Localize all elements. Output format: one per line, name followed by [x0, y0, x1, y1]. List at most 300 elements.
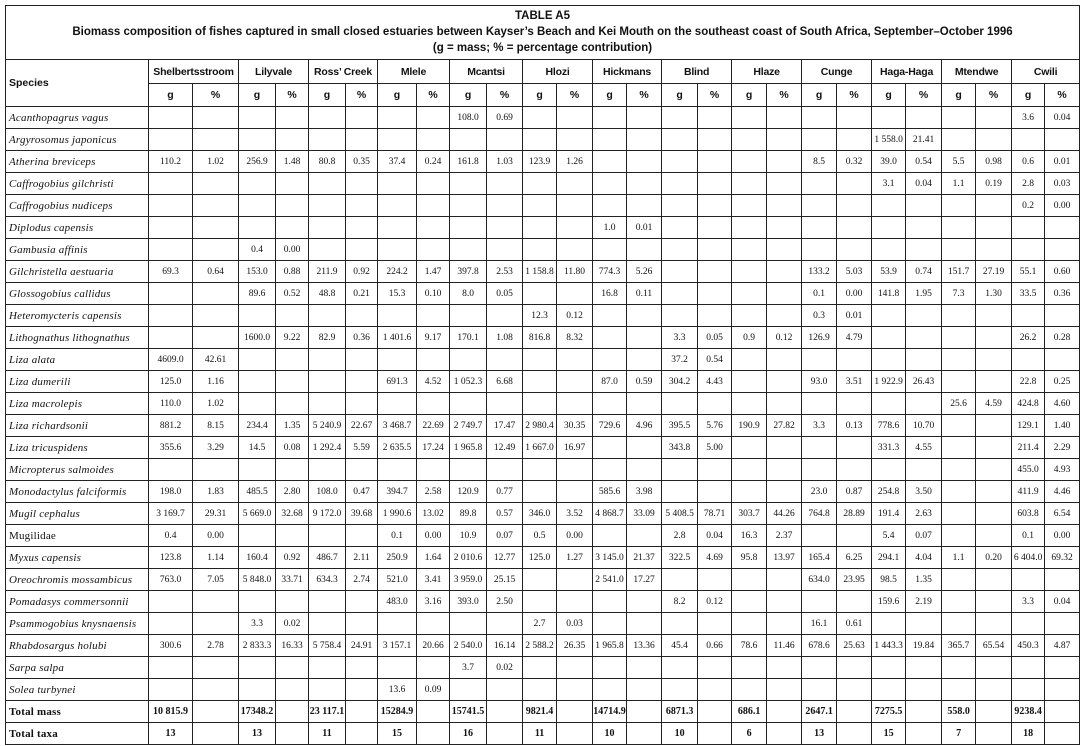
percent-cell: 3.51 — [837, 371, 872, 393]
percent-cell: 0.12 — [557, 305, 593, 327]
percent-cell — [976, 525, 1012, 547]
percent-cell — [346, 591, 378, 613]
percent-cell — [906, 701, 942, 723]
percent-cell — [276, 195, 309, 217]
percent-cell: 0.05 — [487, 283, 523, 305]
percent-cell — [698, 657, 732, 679]
mass-cell — [802, 217, 837, 239]
mass-cell: 1 443.3 — [872, 635, 906, 657]
mass-cell — [942, 217, 976, 239]
unit-header-row — [6, 84, 1080, 107]
percent-cell — [276, 679, 309, 701]
percent-cell — [837, 459, 872, 481]
percent-cell — [193, 305, 239, 327]
mass-cell: 87.0 — [593, 371, 627, 393]
mass-cell: 120.9 — [450, 481, 487, 503]
mass-cell — [802, 349, 837, 371]
percent-cell — [557, 657, 593, 679]
mass-cell — [450, 613, 487, 635]
mass-cell — [662, 217, 698, 239]
mass-cell — [1012, 239, 1045, 261]
percent-cell: 0.52 — [276, 283, 309, 305]
percent-cell — [837, 437, 872, 459]
percent-cell — [557, 679, 593, 701]
percent-cell: 1.08 — [487, 327, 523, 349]
percent-cell: 0.10 — [417, 283, 450, 305]
species-name: Argyrosomus japonicus — [6, 129, 149, 151]
percent-cell — [1045, 613, 1080, 635]
mass-cell — [942, 437, 976, 459]
species-name: Atherina breviceps — [6, 151, 149, 173]
percent-cell: 3.52 — [557, 503, 593, 525]
mass-cell: 7275.5 — [872, 701, 906, 723]
percent-cell — [417, 459, 450, 481]
mass-cell: 10 — [662, 723, 698, 745]
percent-cell — [557, 701, 593, 723]
table-row — [6, 679, 1080, 701]
percent-cell: 11.80 — [557, 261, 593, 283]
percent-cell — [346, 239, 378, 261]
mass-cell — [732, 437, 767, 459]
mass-cell: 1.0 — [593, 217, 627, 239]
mass-cell: 15741.5 — [450, 701, 487, 723]
percent-cell: 4.46 — [1045, 481, 1080, 503]
mass-cell — [239, 349, 276, 371]
mass-cell — [309, 393, 346, 415]
percent-cell: 2.63 — [906, 503, 942, 525]
mass-cell — [309, 173, 346, 195]
percent-cell — [837, 239, 872, 261]
mass-cell: 8.2 — [662, 591, 698, 613]
mass-cell: 198.0 — [149, 481, 193, 503]
mass-cell — [872, 613, 906, 635]
mass-cell — [942, 371, 976, 393]
percent-cell: 0.25 — [1045, 371, 1080, 393]
mass-cell: 45.4 — [662, 635, 698, 657]
mass-cell — [732, 613, 767, 635]
mass-cell — [239, 657, 276, 679]
mass-cell: 634.0 — [802, 569, 837, 591]
species-name: Liza richardsonii — [6, 415, 149, 437]
percent-cell — [276, 591, 309, 613]
mass-cell: 3 169.7 — [149, 503, 193, 525]
mass-cell: 816.8 — [523, 327, 557, 349]
percent-cell — [976, 195, 1012, 217]
percent-cell — [976, 569, 1012, 591]
percent-cell: 0.00 — [1045, 195, 1080, 217]
percent-cell — [487, 679, 523, 701]
mass-cell: 93.0 — [802, 371, 837, 393]
percent-cell — [627, 349, 662, 371]
mass-cell — [149, 283, 193, 305]
mass-cell — [309, 217, 346, 239]
mass-cell — [593, 349, 627, 371]
total-row — [6, 723, 1080, 745]
percent-cell — [976, 349, 1012, 371]
percent-cell: 0.03 — [557, 613, 593, 635]
mass-cell — [872, 107, 906, 129]
mass-cell: 14714.9 — [593, 701, 627, 723]
percent-cell: 13.36 — [627, 635, 662, 657]
mass-cell — [149, 657, 193, 679]
table-row — [6, 481, 1080, 503]
percent-cell — [767, 151, 802, 173]
mass-cell: 394.7 — [378, 481, 417, 503]
mass-cell: 37.4 — [378, 151, 417, 173]
percent-cell — [346, 371, 378, 393]
mass-cell: 2 749.7 — [450, 415, 487, 437]
percent-cell — [767, 591, 802, 613]
mass-cell — [942, 481, 976, 503]
percent-cell — [976, 305, 1012, 327]
mass-cell: 25.6 — [942, 393, 976, 415]
mass-cell — [732, 217, 767, 239]
mass-cell: 322.5 — [662, 547, 698, 569]
percent-cell — [698, 569, 732, 591]
species-name: Liza tricuspidens — [6, 437, 149, 459]
percent-cell — [193, 283, 239, 305]
mass-cell — [593, 173, 627, 195]
total-row — [6, 701, 1080, 723]
percent-cell — [557, 283, 593, 305]
percent-cell: 4.87 — [1045, 635, 1080, 657]
mass-cell: 3 157.1 — [378, 635, 417, 657]
mass-cell — [239, 107, 276, 129]
percent-cell — [346, 459, 378, 481]
mass-cell: 16.8 — [593, 283, 627, 305]
mass-cell — [872, 327, 906, 349]
mass-cell — [523, 569, 557, 591]
percent-cell — [346, 305, 378, 327]
percent-cell: 11.46 — [767, 635, 802, 657]
mass-cell — [662, 459, 698, 481]
percent-cell — [698, 723, 732, 745]
mass-cell — [149, 195, 193, 217]
mass-cell — [1012, 569, 1045, 591]
mass-cell: 10.9 — [450, 525, 487, 547]
mass-cell — [872, 305, 906, 327]
mass-cell — [872, 217, 906, 239]
percent-cell — [837, 657, 872, 679]
percent-cell: 21.37 — [627, 547, 662, 569]
percent-cell — [487, 195, 523, 217]
percent-cell: 0.07 — [487, 525, 523, 547]
mass-cell: 303.7 — [732, 503, 767, 525]
mass-cell — [378, 217, 417, 239]
mass-cell: 15 — [378, 723, 417, 745]
percent-cell — [346, 723, 378, 745]
table-row — [6, 371, 1080, 393]
mass-cell: 95.8 — [732, 547, 767, 569]
mass-cell: 8.5 — [802, 151, 837, 173]
percent-cell — [417, 723, 450, 745]
percent-cell — [417, 657, 450, 679]
mass-cell: 53.9 — [872, 261, 906, 283]
species-name: Monodactylus falciformis — [6, 481, 149, 503]
mass-cell: 108.0 — [309, 481, 346, 503]
mass-cell — [1012, 613, 1045, 635]
mass-cell — [802, 239, 837, 261]
percent-cell: 0.12 — [767, 327, 802, 349]
percent-cell: 3.41 — [417, 569, 450, 591]
mass-cell — [732, 657, 767, 679]
mass-cell — [732, 107, 767, 129]
mass-cell — [802, 525, 837, 547]
percent-cell — [417, 349, 450, 371]
percent-cell: 0.88 — [276, 261, 309, 283]
mass-cell: 365.7 — [942, 635, 976, 657]
species-name: Myxus capensis — [6, 547, 149, 569]
percent-cell: 9.22 — [276, 327, 309, 349]
mass-cell: 0.1 — [1012, 525, 1045, 547]
percent-cell: 0.19 — [976, 173, 1012, 195]
mass-cell — [662, 679, 698, 701]
mass-cell — [732, 239, 767, 261]
mass-cell: 5 848.0 — [239, 569, 276, 591]
mass-cell: 254.8 — [872, 481, 906, 503]
mass-cell: 123.8 — [149, 547, 193, 569]
mass-cell — [149, 679, 193, 701]
percent-cell — [627, 591, 662, 613]
mass-cell — [523, 393, 557, 415]
percent-cell: 16.33 — [276, 635, 309, 657]
percent-cell — [417, 107, 450, 129]
mass-cell: 764.8 — [802, 503, 837, 525]
percent-cell — [767, 107, 802, 129]
mass-cell — [239, 305, 276, 327]
mass-cell — [732, 283, 767, 305]
percent-cell — [487, 723, 523, 745]
percent-cell — [487, 701, 523, 723]
mass-cell — [378, 613, 417, 635]
mass-cell: 2 588.2 — [523, 635, 557, 657]
mass-cell: 3.3 — [802, 415, 837, 437]
mass-cell — [593, 151, 627, 173]
percent-cell: 0.13 — [837, 415, 872, 437]
percent-cell: 6.25 — [837, 547, 872, 569]
mass-cell: 17348.2 — [239, 701, 276, 723]
percent-cell — [767, 371, 802, 393]
mass-cell: 256.9 — [239, 151, 276, 173]
percent-cell — [767, 283, 802, 305]
mass-cell: 395.5 — [662, 415, 698, 437]
percent-cell — [906, 613, 942, 635]
percent-cell: 16.14 — [487, 635, 523, 657]
percent-cell — [487, 305, 523, 327]
percent-cell — [1045, 679, 1080, 701]
site-header: Mtendwe — [942, 60, 1012, 84]
percent-cell — [276, 657, 309, 679]
percent-cell: 0.87 — [837, 481, 872, 503]
mass-cell: 125.0 — [149, 371, 193, 393]
species-name: Heteromycteris capensis — [6, 305, 149, 327]
mass-cell — [149, 173, 193, 195]
percent-cell — [627, 151, 662, 173]
mass-cell — [732, 393, 767, 415]
percent-cell — [767, 613, 802, 635]
site-header: Blind — [662, 60, 732, 84]
mass-cell: 2 833.3 — [239, 635, 276, 657]
percent-cell — [906, 393, 942, 415]
percent-cell: 4.79 — [837, 327, 872, 349]
percent-cell: 0.00 — [417, 525, 450, 547]
percent-cell: 5.03 — [837, 261, 872, 283]
percent-cell: 1.02 — [193, 151, 239, 173]
percent-cell — [417, 217, 450, 239]
percent-cell — [557, 195, 593, 217]
mass-cell — [872, 679, 906, 701]
mass-cell: 331.3 — [872, 437, 906, 459]
percent-cell: 1.35 — [276, 415, 309, 437]
species-name: Mugilidae — [6, 525, 149, 547]
mass-cell — [309, 679, 346, 701]
percent-cell — [557, 393, 593, 415]
mass-cell — [942, 569, 976, 591]
mass-cell: 1 922.9 — [872, 371, 906, 393]
mass-cell: 483.0 — [378, 591, 417, 613]
percent-cell — [976, 437, 1012, 459]
mass-cell — [732, 679, 767, 701]
mass-cell: 126.9 — [802, 327, 837, 349]
mass-cell — [309, 591, 346, 613]
percent-cell: 19.84 — [906, 635, 942, 657]
mass-cell — [378, 305, 417, 327]
mass-unit-header: g — [942, 84, 976, 107]
mass-cell — [942, 349, 976, 371]
mass-cell: 0.5 — [523, 525, 557, 547]
percent-cell: 17.24 — [417, 437, 450, 459]
percent-cell: 2.29 — [1045, 437, 1080, 459]
percent-cell — [276, 129, 309, 151]
mass-cell: 486.7 — [309, 547, 346, 569]
table-row — [6, 569, 1080, 591]
mass-cell: 346.0 — [523, 503, 557, 525]
mass-cell: 11 — [523, 723, 557, 745]
mass-cell: 450.3 — [1012, 635, 1045, 657]
percent-cell: 0.24 — [417, 151, 450, 173]
percent-cell: 0.36 — [346, 327, 378, 349]
percent-cell: 0.11 — [627, 283, 662, 305]
mass-cell — [450, 393, 487, 415]
mass-cell: 5 408.5 — [662, 503, 698, 525]
mass-cell — [732, 349, 767, 371]
site-header: Mcantsi — [450, 60, 523, 84]
mass-cell — [802, 437, 837, 459]
percent-cell — [557, 569, 593, 591]
percent-cell — [767, 459, 802, 481]
mass-cell: 82.9 — [309, 327, 346, 349]
species-name: Liza dumerili — [6, 371, 149, 393]
mass-cell — [593, 459, 627, 481]
mass-cell: 603.8 — [1012, 503, 1045, 525]
percent-cell: 4.52 — [417, 371, 450, 393]
species-name: Caffrogobius gilchristi — [6, 173, 149, 195]
mass-cell: 763.0 — [149, 569, 193, 591]
percent-cell: 27.19 — [976, 261, 1012, 283]
percent-cell: 0.01 — [837, 305, 872, 327]
percent-cell — [346, 129, 378, 151]
mass-cell — [1012, 217, 1045, 239]
percent-cell — [976, 679, 1012, 701]
percent-cell — [346, 701, 378, 723]
mass-cell: 686.1 — [732, 701, 767, 723]
mass-cell — [662, 195, 698, 217]
table-row — [6, 459, 1080, 481]
percent-cell: 0.57 — [487, 503, 523, 525]
mass-cell: 14.5 — [239, 437, 276, 459]
mass-cell: 1 401.6 — [378, 327, 417, 349]
percent-cell: 4.43 — [698, 371, 732, 393]
mass-cell: 0.4 — [239, 239, 276, 261]
mass-cell — [593, 129, 627, 151]
percent-cell — [976, 723, 1012, 745]
percent-cell — [346, 393, 378, 415]
percent-cell — [276, 459, 309, 481]
mass-cell — [309, 371, 346, 393]
percent-cell — [417, 613, 450, 635]
percent-cell — [193, 217, 239, 239]
percent-cell: 0.03 — [1045, 173, 1080, 195]
mass-cell — [802, 393, 837, 415]
percent-cell — [557, 459, 593, 481]
percent-cell — [698, 129, 732, 151]
mass-cell — [309, 525, 346, 547]
percent-cell: 1.47 — [417, 261, 450, 283]
percent-cell — [193, 459, 239, 481]
percent-cell — [346, 657, 378, 679]
mass-cell: 10 — [593, 723, 627, 745]
percent-cell: 0.54 — [698, 349, 732, 371]
percent-unit-header: % — [837, 84, 872, 107]
percent-cell — [698, 173, 732, 195]
mass-cell — [802, 459, 837, 481]
mass-cell: 6 404.0 — [1012, 547, 1045, 569]
mass-cell — [732, 261, 767, 283]
percent-cell — [193, 613, 239, 635]
species-name: Caffrogobius nudiceps — [6, 195, 149, 217]
mass-cell — [662, 129, 698, 151]
species-name: Oreochromis mossambicus — [6, 569, 149, 591]
mass-cell: 98.5 — [872, 569, 906, 591]
table-row — [6, 261, 1080, 283]
mass-cell: 80.8 — [309, 151, 346, 173]
percent-cell — [906, 305, 942, 327]
percent-unit-header: % — [767, 84, 802, 107]
percent-cell — [193, 239, 239, 261]
percent-cell — [976, 481, 1012, 503]
mass-cell: 2 540.0 — [450, 635, 487, 657]
percent-cell — [906, 679, 942, 701]
mass-cell: 133.2 — [802, 261, 837, 283]
percent-cell — [976, 371, 1012, 393]
percent-cell: 0.32 — [837, 151, 872, 173]
percent-cell — [837, 129, 872, 151]
percent-cell: 0.02 — [276, 613, 309, 635]
percent-cell: 0.28 — [1045, 327, 1080, 349]
percent-cell: 10.70 — [906, 415, 942, 437]
percent-cell — [627, 239, 662, 261]
percent-cell — [417, 393, 450, 415]
percent-cell — [193, 701, 239, 723]
mass-cell: 33.5 — [1012, 283, 1045, 305]
percent-cell: 12.77 — [487, 547, 523, 569]
percent-cell: 0.66 — [698, 635, 732, 657]
mass-cell — [149, 613, 193, 635]
percent-cell — [487, 393, 523, 415]
species-name: Sarpa salpa — [6, 657, 149, 679]
percent-cell — [767, 679, 802, 701]
percent-cell — [627, 701, 662, 723]
